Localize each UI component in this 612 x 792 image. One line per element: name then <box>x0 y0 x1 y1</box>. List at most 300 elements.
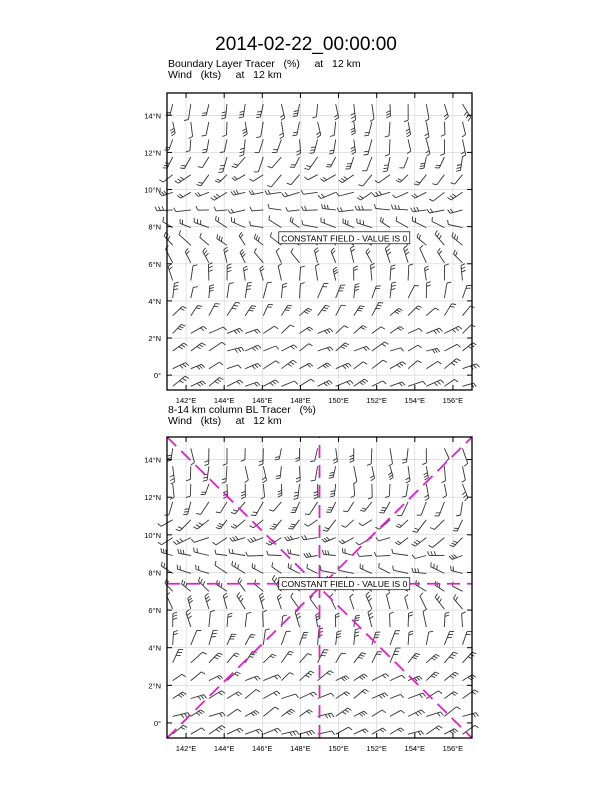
wind-barb-feather <box>267 186 271 187</box>
wind-barb-feather <box>430 209 433 213</box>
wind-barb-feather <box>359 677 363 680</box>
wind-barb-feather <box>383 728 387 731</box>
wind-barb-feather <box>362 712 365 715</box>
wind-barb <box>390 648 396 663</box>
wind-barb <box>393 209 408 210</box>
wind-barb-feather <box>381 327 385 330</box>
wind-barb <box>280 466 281 478</box>
wind-barb <box>190 139 191 150</box>
wind-barb-feather <box>406 132 410 134</box>
wind-barb-feather <box>429 199 433 201</box>
wind-barb <box>348 502 354 512</box>
wind-barb <box>178 175 190 184</box>
wind-barb <box>191 448 195 462</box>
wind-barb-feather <box>329 475 334 476</box>
wind-barb-feather <box>386 674 389 677</box>
wind-barb-feather <box>172 133 176 136</box>
wind-barb <box>263 630 265 645</box>
wind-barb-feather <box>223 327 226 330</box>
wind-barb-feather <box>201 579 203 583</box>
wind-barb-feather <box>274 326 278 329</box>
wind-barb-feather <box>369 598 372 601</box>
wind-barb <box>281 325 290 333</box>
x-tick-label: 150°E <box>328 744 349 753</box>
wind-barb-feather <box>330 347 333 350</box>
wind-barb-feather <box>253 537 256 540</box>
wind-barb-feather <box>174 631 178 632</box>
wind-barb-feather <box>416 182 420 183</box>
wind-barb-feather <box>294 111 298 112</box>
wind-barb-feather <box>278 675 281 678</box>
wind-barb <box>235 520 245 529</box>
wind-barb-feather <box>454 379 458 382</box>
wind-barb-feather <box>420 168 425 169</box>
wind-barb-feather <box>240 249 243 252</box>
wind-barb <box>263 326 274 333</box>
wind-barb <box>372 360 383 369</box>
wind-barb <box>408 632 409 645</box>
wind-barb-feather <box>219 524 223 525</box>
wind-barb-feather <box>357 198 361 201</box>
wind-barb-feather <box>398 524 402 526</box>
wind-barb-feather <box>350 246 354 249</box>
wind-barb-feather <box>275 380 278 383</box>
wind-barb-feather <box>441 380 444 383</box>
wind-barb <box>289 553 300 555</box>
wind-barb-feather <box>245 480 249 483</box>
wind-barb <box>308 520 318 527</box>
wind-barb-feather <box>315 264 319 266</box>
wind-barb-feather <box>180 693 184 696</box>
wind-barb-feather <box>405 249 409 252</box>
wind-barb-feather <box>395 542 399 544</box>
wind-barb-feather <box>456 170 460 171</box>
wind-barb-feather <box>306 732 309 736</box>
wind-barb-feather <box>258 237 259 241</box>
wind-barb-feather <box>419 328 422 331</box>
wind-barb-feather <box>220 713 223 717</box>
wind-barb <box>406 484 408 496</box>
wind-barb-feather <box>164 232 166 236</box>
wind-barb <box>230 553 245 555</box>
wind-barb-feather <box>203 326 207 329</box>
wind-barb-feather <box>396 526 400 528</box>
wind-barb-feather <box>185 376 189 378</box>
wind-barb-feather <box>196 514 200 515</box>
wind-barb-feather <box>268 166 272 168</box>
wind-barb-feather <box>197 548 198 552</box>
wind-barb-feather <box>474 383 477 387</box>
wind-barb <box>227 634 232 645</box>
wind-barb <box>426 380 440 387</box>
wind-barb-feather <box>355 284 359 285</box>
wind-barb-feather <box>362 653 366 654</box>
wind-barb-feather <box>424 475 428 477</box>
wind-barb-feather <box>359 523 363 526</box>
wind-barb-feather <box>456 359 460 361</box>
wind-barb-feather <box>327 164 332 165</box>
wind-barb-feather <box>450 676 454 678</box>
wind-barb <box>300 308 308 316</box>
wind-barb-feather <box>215 381 219 383</box>
wind-barb-feather <box>406 252 410 255</box>
wind-barb-feather <box>406 478 410 480</box>
wind-barb-feather <box>325 364 329 367</box>
wind-barb-feather <box>227 267 231 269</box>
wind-barb <box>454 538 463 547</box>
wind-barb-feather <box>237 592 240 596</box>
y-tick-label: 4°N <box>148 643 161 653</box>
wind-barb <box>261 122 264 137</box>
wind-barb <box>372 381 383 386</box>
wind-barb-feather <box>455 672 459 674</box>
wind-barb-feather <box>218 217 219 221</box>
wind-barb-feather <box>426 151 430 154</box>
wind-barb-feather <box>274 578 276 582</box>
wind-barb-feather <box>233 510 237 511</box>
wind-barb-feather <box>257 111 261 112</box>
wind-barb <box>426 104 429 119</box>
wind-barb-feather <box>216 512 220 513</box>
wind-barb <box>291 597 300 610</box>
wind-barb <box>220 502 227 513</box>
wind-barb-feather <box>332 251 335 254</box>
wind-barb <box>463 343 473 351</box>
wind-barb <box>252 210 263 211</box>
wind-barb-feather <box>293 732 296 736</box>
wind-barb-feather <box>362 730 365 733</box>
wind-barb <box>408 345 418 351</box>
wind-barb-feather <box>222 726 226 729</box>
wind-barb-feather <box>181 345 185 348</box>
wind-barb-feather <box>327 348 330 352</box>
wind-barb-feather <box>305 514 309 515</box>
wind-barb-feather <box>240 328 243 331</box>
wind-barb-feather <box>232 166 236 168</box>
wind-barb-feather <box>255 677 258 680</box>
wind-barb-feather <box>173 618 177 620</box>
wind-barb-feather <box>211 198 215 201</box>
wind-barb-feather <box>182 580 183 584</box>
wind-barb-feather <box>452 304 457 305</box>
wind-barb-feather <box>180 381 184 383</box>
wind-barb <box>191 672 202 681</box>
wind-barb-feather <box>254 383 257 386</box>
wind-barb-feather <box>371 267 375 269</box>
wind-barb-feather <box>239 114 243 115</box>
wind-barb-feather <box>427 209 430 213</box>
wind-barb <box>453 586 463 591</box>
wind-barb <box>366 595 372 609</box>
wind-barb-feather <box>399 308 403 310</box>
wind-barb <box>408 381 423 386</box>
wind-barb-feather <box>381 510 385 511</box>
x-tick-label: 142°E <box>175 744 197 753</box>
wind-barb <box>426 632 428 645</box>
wind-barb-feather <box>309 363 312 366</box>
wind-barb <box>354 674 364 681</box>
wind-barb <box>206 104 209 115</box>
wind-barb-feather <box>250 308 254 309</box>
wind-barb-feather <box>219 727 223 730</box>
wind-barb <box>354 729 365 734</box>
wind-barb-feather <box>361 327 365 329</box>
wind-barb <box>463 325 472 334</box>
wind-barb-feather <box>342 712 346 715</box>
wind-barb-feather <box>163 217 164 222</box>
wind-barb <box>300 710 309 717</box>
wind-barb-feather <box>256 137 260 138</box>
wind-barb-feather <box>393 195 396 198</box>
wind-barb-feather <box>197 383 200 386</box>
wind-barb <box>314 139 318 152</box>
wind-barb <box>281 673 289 681</box>
wind-barb <box>248 556 264 557</box>
wind-barb-feather <box>233 537 236 541</box>
wind-barb <box>300 466 301 480</box>
y-tick-label: 12°N <box>144 148 161 158</box>
wind-barb-feather <box>276 478 280 479</box>
wind-barb <box>317 104 318 117</box>
wind-barb <box>439 502 444 516</box>
wind-barb-feather <box>237 381 240 384</box>
wind-barb-feather <box>294 345 297 348</box>
wind-barb-feather <box>397 310 401 312</box>
wind-barb <box>408 613 409 627</box>
wind-barb-feather <box>428 551 430 555</box>
wind-barb-feather <box>269 215 270 219</box>
wind-barb-feather <box>473 343 477 345</box>
wind-barb-feather <box>254 234 255 238</box>
wind-barb <box>281 651 289 662</box>
wind-barb <box>268 555 281 556</box>
wind-barb-feather <box>425 119 429 121</box>
wind-barb-feather <box>283 615 287 616</box>
wind-barb <box>300 344 309 351</box>
wind-barb-feather <box>350 594 354 597</box>
wind-barb-feather <box>475 690 479 693</box>
wind-barb-feather <box>454 729 457 732</box>
wind-barb-feather <box>252 348 255 351</box>
wind-barb <box>298 484 300 498</box>
wind-barb-feather <box>382 710 386 713</box>
wind-barb-feather <box>462 612 466 614</box>
wind-barb <box>207 466 209 480</box>
wind-barb <box>324 175 336 182</box>
wind-barb <box>404 157 408 168</box>
wind-barb <box>209 612 211 627</box>
wind-barb <box>191 326 203 333</box>
wind-barb-feather <box>438 248 441 252</box>
wind-barb-feather <box>214 306 218 307</box>
wind-barb-feather <box>330 594 333 597</box>
wind-barb <box>354 689 365 698</box>
wind-barb-feather <box>337 631 341 632</box>
wind-barb <box>315 466 317 480</box>
wind-barb-feather <box>278 728 281 731</box>
wind-barb <box>461 266 463 281</box>
wind-barb-feather <box>290 526 294 527</box>
wind-barb <box>209 327 224 333</box>
wind-barb-feather <box>389 475 393 478</box>
wind-barb <box>463 725 475 734</box>
wind-barb-feather <box>294 492 298 493</box>
wind-barb-feather <box>175 181 179 184</box>
wind-barb <box>263 305 268 316</box>
wind-barb <box>390 327 400 334</box>
x-tick-label: 156°E <box>442 396 464 405</box>
wind-barb <box>315 448 318 461</box>
wind-barb <box>426 654 435 662</box>
wind-barb-feather <box>283 283 287 284</box>
wind-barb-feather <box>425 269 429 271</box>
wind-barb <box>463 286 467 299</box>
wind-barb-feather <box>468 677 472 680</box>
wind-barb-feather <box>406 129 410 131</box>
wind-barb <box>281 484 282 495</box>
wind-barb-feather <box>170 475 174 477</box>
wind-barb-feather <box>308 654 312 656</box>
wind-barb-feather <box>173 612 177 614</box>
wind-barb-feather <box>334 270 338 273</box>
wind-barb-feather <box>307 328 311 331</box>
wind-barb <box>462 614 463 627</box>
wind-barb <box>342 175 353 183</box>
wind-barb-feather <box>197 347 201 349</box>
wind-barb <box>173 306 183 315</box>
wind-barb-feather <box>399 383 402 386</box>
wind-barb-feather <box>401 348 404 352</box>
wind-barb-feather <box>230 538 233 542</box>
wind-barb <box>438 252 445 263</box>
wind-barb-feather <box>201 672 205 674</box>
panel-2-title-line1: 8-14 km column BL Tracer (%) <box>168 404 316 416</box>
wind-barb-feather <box>241 347 244 351</box>
wind-barb <box>457 520 462 531</box>
wind-barb-feather <box>272 654 276 656</box>
wind-barb-feather <box>223 491 227 493</box>
wind-barb-feather <box>196 713 200 716</box>
wind-barb-feather <box>339 180 343 183</box>
wind-barb-feather <box>229 549 230 553</box>
wind-barb-feather <box>344 693 348 696</box>
wind-barb-feather <box>352 120 356 122</box>
wind-barb-feather <box>445 264 449 266</box>
wind-barb-feather <box>434 656 438 658</box>
wind-barb-feather <box>353 482 357 485</box>
wind-barb-feather <box>199 365 202 368</box>
wind-barb-feather <box>182 378 186 380</box>
wind-barb-feather <box>462 155 466 157</box>
wind-barb <box>281 631 286 645</box>
wind-barb <box>196 570 209 574</box>
wind-barb-feather <box>358 206 360 210</box>
wind-barb <box>281 360 292 369</box>
wind-barb-feather <box>434 383 437 386</box>
y-tick-label: 2°N <box>148 681 161 691</box>
wind-barb-feather <box>257 676 260 679</box>
wind-barb <box>336 632 337 645</box>
wind-barb <box>281 694 295 698</box>
wind-barb-feather <box>203 652 207 654</box>
wind-barb-feather <box>223 593 227 596</box>
wind-barb <box>390 308 399 315</box>
wind-barb-feather <box>241 598 244 602</box>
wind-barb-feather <box>216 194 220 197</box>
wind-barb-feather <box>391 285 395 286</box>
wind-barb <box>408 361 417 369</box>
wind-barb <box>463 690 475 699</box>
wind-barb <box>167 157 172 168</box>
wind-barb <box>318 650 324 663</box>
wind-barb <box>345 520 353 528</box>
wind-barb-feather <box>355 206 357 210</box>
wind-barb-feather <box>305 535 307 539</box>
wind-barb-feather <box>457 707 461 709</box>
wind-barb-feather <box>358 185 362 186</box>
wind-barb-feather <box>206 596 210 599</box>
wind-barb-feather <box>276 248 279 251</box>
x-tick-label: 146°E <box>252 396 273 405</box>
wind-barb-feather <box>227 271 231 273</box>
wind-barb-feather <box>307 711 311 713</box>
wind-barb <box>408 306 418 316</box>
wind-barb <box>169 502 173 515</box>
wind-barb-feather <box>323 530 327 531</box>
wind-barb <box>390 631 396 645</box>
wind-barb-feather <box>281 118 285 121</box>
wind-barb <box>276 251 281 262</box>
wind-barb-feather <box>198 167 203 168</box>
wind-barb-feather <box>206 253 209 256</box>
wind-barb-feather <box>186 251 189 254</box>
wind-barb-feather <box>416 653 420 654</box>
wind-barb <box>209 726 222 735</box>
wind-barb-feather <box>256 117 260 118</box>
wind-barb-feather <box>454 692 458 694</box>
wind-barb-feather <box>332 731 335 735</box>
wind-barb-feather <box>416 540 420 542</box>
wind-barb-feather <box>350 380 353 383</box>
wind-barb-feather <box>430 528 434 530</box>
wind-barb-feather <box>351 113 355 115</box>
wind-barb-feather <box>202 113 207 114</box>
wind-barb <box>372 693 385 699</box>
wind-barb-feather <box>267 282 272 283</box>
wind-barb-feather <box>177 540 180 543</box>
wind-barb-feather <box>343 511 347 512</box>
wind-barb-feather <box>189 600 193 603</box>
wind-barb-feather <box>219 692 223 695</box>
wind-barb <box>393 570 408 573</box>
wind-barb-feather <box>379 695 382 698</box>
wind-barb <box>227 653 235 663</box>
wind-barb-feather <box>448 210 451 214</box>
wind-barb-feather <box>276 346 279 349</box>
wind-barb-feather <box>161 548 162 553</box>
wind-barb <box>336 343 345 351</box>
wind-barb-feather <box>268 190 270 194</box>
wind-barb-feather <box>287 183 291 185</box>
wind-barb-feather <box>350 461 354 463</box>
wind-barb-feather <box>396 180 400 182</box>
wind-barb <box>277 139 282 152</box>
wind-barb-feather <box>451 183 455 184</box>
wind-barb-feather <box>174 285 178 286</box>
wind-barb-feather <box>200 233 202 237</box>
wind-barb <box>263 346 275 351</box>
wind-barb-feather <box>364 155 368 156</box>
